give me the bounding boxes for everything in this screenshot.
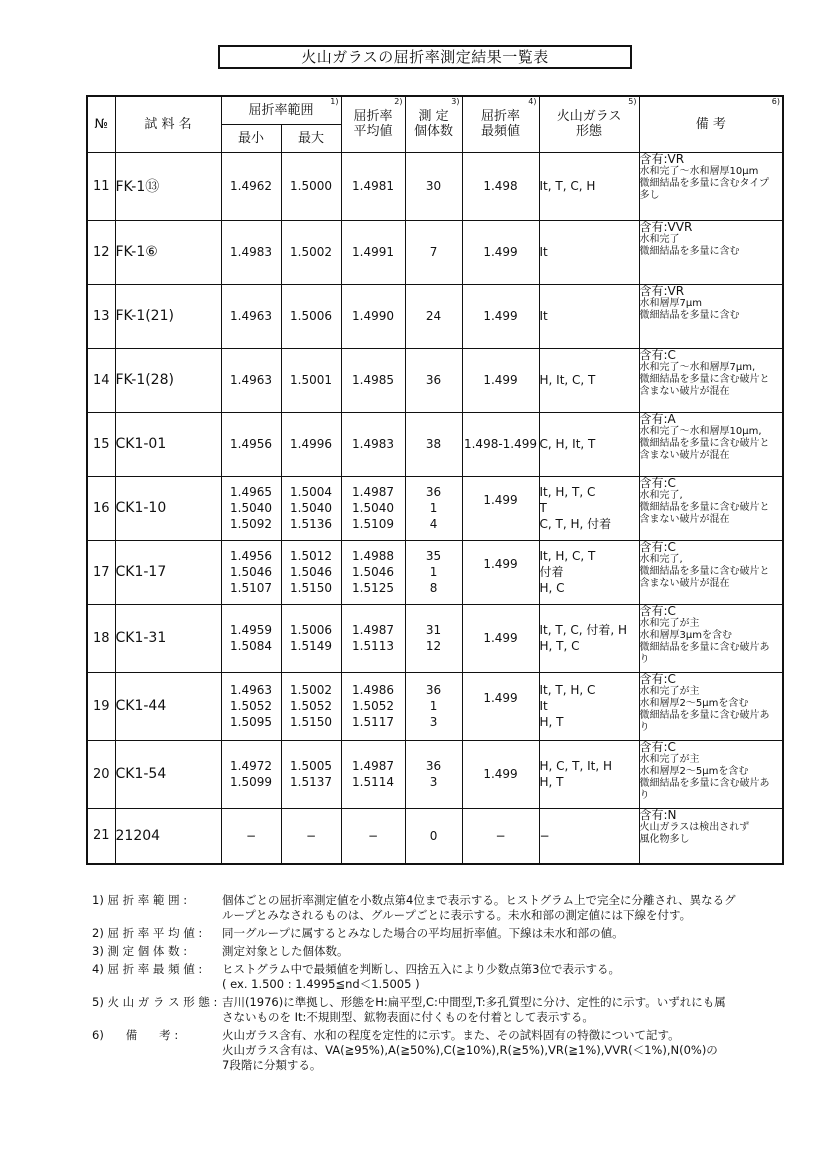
sample-name: CK1-10 (115, 476, 221, 540)
mean-value: 1.4987 1.5114 (341, 740, 405, 808)
remarks (639, 476, 783, 540)
footnote-text: 個体ごとの屈折率測定値を小数点第4位まで表示する。ヒストグラム上で完全に分離され、異なるグ ループとみなされるものは、グループごとに表示する。未水和部の測定値には下線を付す。 (222, 893, 736, 922)
glass-content-level: 含有:N (639, 807, 677, 822)
results-table (86, 95, 784, 865)
remarks-note: 水和完了が主 水和層厚2～5μmを含む 微細結晶を多量に含む破片あ り (639, 685, 770, 733)
mean-value: 1.4985 (341, 348, 405, 412)
range-max: 1.5012 1.5046 1.5150 (281, 540, 341, 604)
glass-form: H, It, C, T (539, 348, 639, 412)
mode-value: 1.499 (462, 740, 539, 808)
footnote-item (92, 995, 792, 1025)
remarks-note: 水和完了が主 水和層厚3μmを含む 微細結晶を多量に含む破片あ り (639, 617, 770, 665)
glass-form: − (539, 808, 639, 864)
table-row (87, 540, 783, 604)
glass-content-level: 含有:C (639, 671, 676, 686)
count-value: 30 (405, 152, 462, 220)
remarks (639, 540, 783, 604)
glass-form: H, C, T, It, H H, T (539, 740, 639, 808)
sample-name: FK-1⑥ (115, 220, 221, 284)
range-min: 1.4956 (221, 412, 281, 476)
glass-form: It, H, T, C T C, T, H, 付着 (539, 476, 639, 540)
mean-value: 1.4990 (341, 284, 405, 348)
footnote-mark-1: 1) (330, 97, 339, 106)
range-max: 1.4996 (281, 412, 341, 476)
glass-content-level: 含有:C (639, 539, 676, 554)
remarks-note: 水和完了～水和層厚10μm, 微細結晶を多量に含む破片と 含まない破片が混在 (639, 425, 770, 461)
footnote-item (92, 926, 792, 941)
remarks-note: 水和完了, 微細結晶を多量に含む破片と 含まない破片が混在 (639, 553, 770, 589)
mode-value: 1.498-1.499 (462, 412, 539, 476)
remarks-note: 水和層厚7μm 微細結晶を多量に含む (639, 297, 740, 321)
count-value: 7 (405, 220, 462, 284)
remarks-note: 水和完了～水和層厚7μm, 微細結晶を多量に含む破片と 含まない破片が混在 (639, 361, 770, 397)
sample-name: CK1-54 (115, 740, 221, 808)
footnote-item (92, 893, 792, 923)
remarks (639, 348, 783, 412)
mode-value: 1.499 (462, 220, 539, 284)
row-number: 20 (87, 740, 115, 808)
range-max: 1.5006 (281, 284, 341, 348)
glass-content-level: 含有:C (639, 347, 676, 362)
row-number: 17 (87, 540, 115, 604)
row-number: 11 (87, 152, 115, 220)
range-min: 1.4962 (221, 152, 281, 220)
range-max: 1.5002 1.5052 1.5150 (281, 672, 341, 740)
mean-value: 1.4988 1.5046 1.5125 (341, 540, 405, 604)
header-mode: 屈折率 最頻値 4) (462, 96, 539, 152)
header-remarks: 備 考 6) (639, 96, 783, 152)
footnote-item (92, 944, 792, 959)
remarks (639, 672, 783, 740)
mode-value: 1.499 (462, 476, 539, 540)
header-min: 最小 (221, 124, 281, 152)
remarks (639, 152, 783, 220)
range-max: 1.5002 (281, 220, 341, 284)
remarks (639, 412, 783, 476)
sample-name: CK1-17 (115, 540, 221, 604)
range-max: 1.5006 1.5149 (281, 604, 341, 672)
range-min: 1.4963 (221, 284, 281, 348)
sample-name: FK-1(28) (115, 348, 221, 412)
footnote-item (92, 1028, 792, 1073)
range-max: 1.5001 (281, 348, 341, 412)
range-min: 1.4956 1.5046 1.5107 (221, 540, 281, 604)
footnote-label: 1) 屈 折 率 範 囲 : (92, 893, 188, 907)
footnote-text: 火山ガラス含有、水和の程度を定性的に示す。また、その試料固有の特徴について記す。 火山ガラス含有は、VA(≧95%),A(≧50%),C(≧10%),R(≧5%),VR(≧1%),VVR(＜1%),N(0%)の 7段階に分類する。 (222, 1028, 718, 1072)
mean-value: 1.4981 (341, 152, 405, 220)
range-max: 1.5000 (281, 152, 341, 220)
mean-value: 1.4987 1.5040 1.5109 (341, 476, 405, 540)
range-min: − (221, 808, 281, 864)
sample-name: CK1-44 (115, 672, 221, 740)
count-value: 35 1 8 (405, 540, 462, 604)
footnote-label: 6) 備 考 : (92, 1028, 179, 1042)
mean-value: 1.4983 (341, 412, 405, 476)
footnote-text: 吉川(1976)に準拠し、形態をH:扁平型,C:中間型,T:多孔質型に分け、定性的に示す。いずれにも属 さないものを It:不規則型、鉱物表面に付くものを付着として表示する。 (222, 995, 726, 1024)
header-range: 屈折率範囲 1) (221, 96, 341, 124)
remarks (639, 220, 783, 284)
count-value: 36 (405, 348, 462, 412)
remarks (639, 740, 783, 808)
header-form: 火山ガラス 形態 5) (539, 96, 639, 152)
sample-name: CK1-01 (115, 412, 221, 476)
row-number: 14 (87, 348, 115, 412)
range-min: 1.4983 (221, 220, 281, 284)
mean-value: − (341, 808, 405, 864)
count-value: 36 3 (405, 740, 462, 808)
glass-form: It, T, C, H (539, 152, 639, 220)
range-min: 1.4963 (221, 348, 281, 412)
remarks-note: 水和完了 微細結晶を多量に含む (639, 233, 740, 257)
row-number: 15 (87, 412, 115, 476)
range-max: 1.5005 1.5137 (281, 740, 341, 808)
row-number: 18 (87, 604, 115, 672)
count-value: 24 (405, 284, 462, 348)
header-count: 測 定 個体数 3) (405, 96, 462, 152)
mode-value: 1.498 (462, 152, 539, 220)
page-title: 火山ガラスの屈折率測定結果一覧表 (218, 45, 632, 69)
footnotes (92, 893, 792, 1076)
range-min: 1.4972 1.5099 (221, 740, 281, 808)
footnote-mark-5: 5) (628, 97, 637, 106)
range-max: − (281, 808, 341, 864)
table-row (87, 808, 783, 864)
footnote-item (92, 962, 792, 992)
table-row (87, 284, 783, 348)
remarks-note: 水和完了, 微細結晶を多量に含む破片と 含まない破片が混在 (639, 489, 770, 525)
mode-value: 1.499 (462, 672, 539, 740)
table-row (87, 604, 783, 672)
table-row (87, 220, 783, 284)
table-row (87, 476, 783, 540)
mean-value: 1.4986 1.5052 1.5117 (341, 672, 405, 740)
header-sample: 試 料 名 (115, 96, 221, 152)
sample-name: FK-1(21) (115, 284, 221, 348)
header-no: № (87, 96, 115, 152)
glass-content-level: 含有:C (639, 739, 676, 754)
sample-name: FK-1⑬ (115, 152, 221, 220)
table-row (87, 672, 783, 740)
count-value: 0 (405, 808, 462, 864)
footnote-mark-3: 3) (451, 97, 460, 106)
footnote-mark-4: 4) (528, 97, 537, 106)
glass-form: It, T, C, 付着, H H, T, C (539, 604, 639, 672)
count-value: 36 1 4 (405, 476, 462, 540)
range-min: 1.4959 1.5084 (221, 604, 281, 672)
glass-content-level: 含有:VR (639, 151, 685, 166)
mean-value: 1.4987 1.5113 (341, 604, 405, 672)
count-value: 31 12 (405, 604, 462, 672)
remarks-note: 水和完了が主 水和層厚2～5μmを含む 微細結晶を多量に含む破片あ り (639, 753, 770, 801)
table-row (87, 348, 783, 412)
remarks-note: 火山ガラスは検出されず 風化物多し (639, 821, 750, 845)
glass-content-level: 含有:C (639, 603, 676, 618)
footnote-label: 2) 屈 折 率 平 均 値 : (92, 926, 203, 940)
header-max: 最大 (281, 124, 341, 152)
mode-value: 1.499 (462, 348, 539, 412)
row-number: 12 (87, 220, 115, 284)
glass-content-level: 含有:VVR (639, 219, 693, 234)
header-mean: 屈折率 平均値 2) (341, 96, 405, 152)
footnote-label: 5) 火 山 ガ ラ ス 形 態 : (92, 995, 218, 1009)
glass-form: It, T, H, C It H, T (539, 672, 639, 740)
glass-form: It (539, 220, 639, 284)
mode-value: − (462, 808, 539, 864)
remarks (639, 284, 783, 348)
glass-form: It (539, 284, 639, 348)
count-value: 38 (405, 412, 462, 476)
mode-value: 1.499 (462, 604, 539, 672)
footnote-mark-6: 6) (771, 97, 781, 106)
remarks-note: 水和完了～水和層厚10μm 微細結晶を多量に含むタイプ 多し (639, 165, 770, 201)
range-min: 1.4963 1.5052 1.5095 (221, 672, 281, 740)
glass-content-level: 含有:A (639, 411, 676, 426)
count-value: 36 1 3 (405, 672, 462, 740)
table-row (87, 740, 783, 808)
range-min: 1.4965 1.5040 1.5092 (221, 476, 281, 540)
range-max: 1.5004 1.5040 1.5136 (281, 476, 341, 540)
row-number: 21 (87, 808, 115, 864)
remarks (639, 604, 783, 672)
glass-content-level: 含有:C (639, 475, 676, 490)
glass-form: It, H, C, T 付着 H, C (539, 540, 639, 604)
mode-value: 1.499 (462, 284, 539, 348)
row-number: 13 (87, 284, 115, 348)
footnote-label: 3) 測 定 個 体 数 : (92, 944, 188, 958)
mean-value: 1.4991 (341, 220, 405, 284)
remarks (639, 808, 783, 864)
mode-value: 1.499 (462, 540, 539, 604)
footnote-text: ヒストグラム中で最頻値を判断し、四捨五入により少数点第3位で表示する。 ( ex. 1.500 : 1.4995≦nd＜1.5005 ) (222, 962, 620, 991)
footnote-text: 同一グループに属するとみなした場合の平均屈折率値。下線は未水和部の値。 (222, 926, 624, 940)
footnote-text: 測定対象とした個体数。 (222, 944, 349, 958)
glass-form: C, H, It, T (539, 412, 639, 476)
footnote-mark-2: 2) (394, 97, 403, 106)
row-number: 19 (87, 672, 115, 740)
row-number: 16 (87, 476, 115, 540)
table-row (87, 412, 783, 476)
glass-content-level: 含有:VR (639, 283, 685, 298)
sample-name: CK1-31 (115, 604, 221, 672)
footnote-label: 4) 屈 折 率 最 頻 値 : (92, 962, 203, 976)
sample-name: 21204 (115, 808, 221, 864)
table-row (87, 152, 783, 220)
